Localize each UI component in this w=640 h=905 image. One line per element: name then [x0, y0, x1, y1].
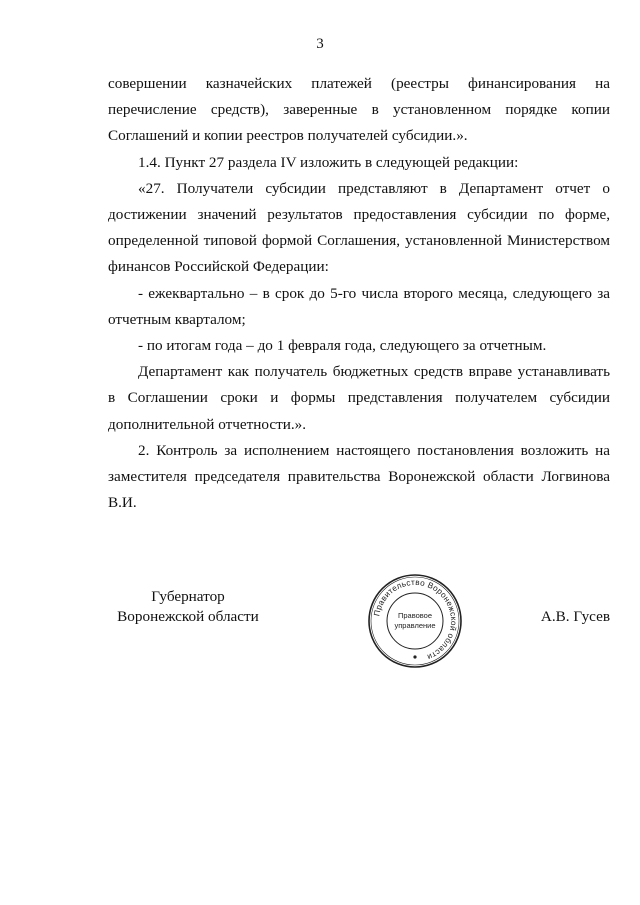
stamp-star-icon	[413, 655, 416, 658]
signatory-title-line1: Губернатор	[151, 588, 225, 605]
paragraph-department-rights: Департамент как получатель бюджетных средств вправе устанавливать в Соглашении сроки и формы представления получателем субсидии дополнительной отчетности.».	[108, 363, 610, 433]
signature-block	[108, 587, 610, 667]
signatory-title-line2: Воронежской области	[117, 608, 259, 625]
paragraph-quarterly: - ежеквартально – в срок до 5-го числа второго месяца, следующего за отчетным кварталом;	[108, 284, 610, 328]
document-body	[108, 71, 610, 516]
official-stamp	[367, 573, 463, 669]
paragraph-item-1-4: 1.4. Пункт 27 раздела IV изложить в следующей редакции:	[138, 153, 519, 171]
stamp-inner-line2: управление	[394, 621, 436, 630]
page-number: 3	[316, 36, 324, 52]
stamp-inner-line1: Правовое	[397, 611, 433, 620]
signatory-title	[108, 587, 268, 627]
stamp-outer-text: Правительство Воронежской области	[372, 577, 459, 662]
signatory-name: А.В. Гусев	[540, 608, 610, 625]
paragraph-control: 2. Контроль за исполнением настоящего постановления возложить на заместителя председателя правительства Воронежской области Логвинова В.И.	[108, 441, 610, 512]
paragraph-annual: - по итогам года – до 1 февраля года, следующего за отчетным.	[138, 337, 547, 355]
paragraph-point-27: «27. Получатели субсидии представляют в Департамент отчет о достижении значений результатов предоставления субсидии по форме, определенной типовой формой Соглашения, установленной Министерством финансов Российской Федерации:	[108, 179, 610, 276]
paragraph-continuation: совершении казначейских платежей (реестры финансирования на перечисление средств), заверенные в установленном порядке копии Соглашений и копии реестров получателей субсидии.».	[108, 75, 610, 145]
